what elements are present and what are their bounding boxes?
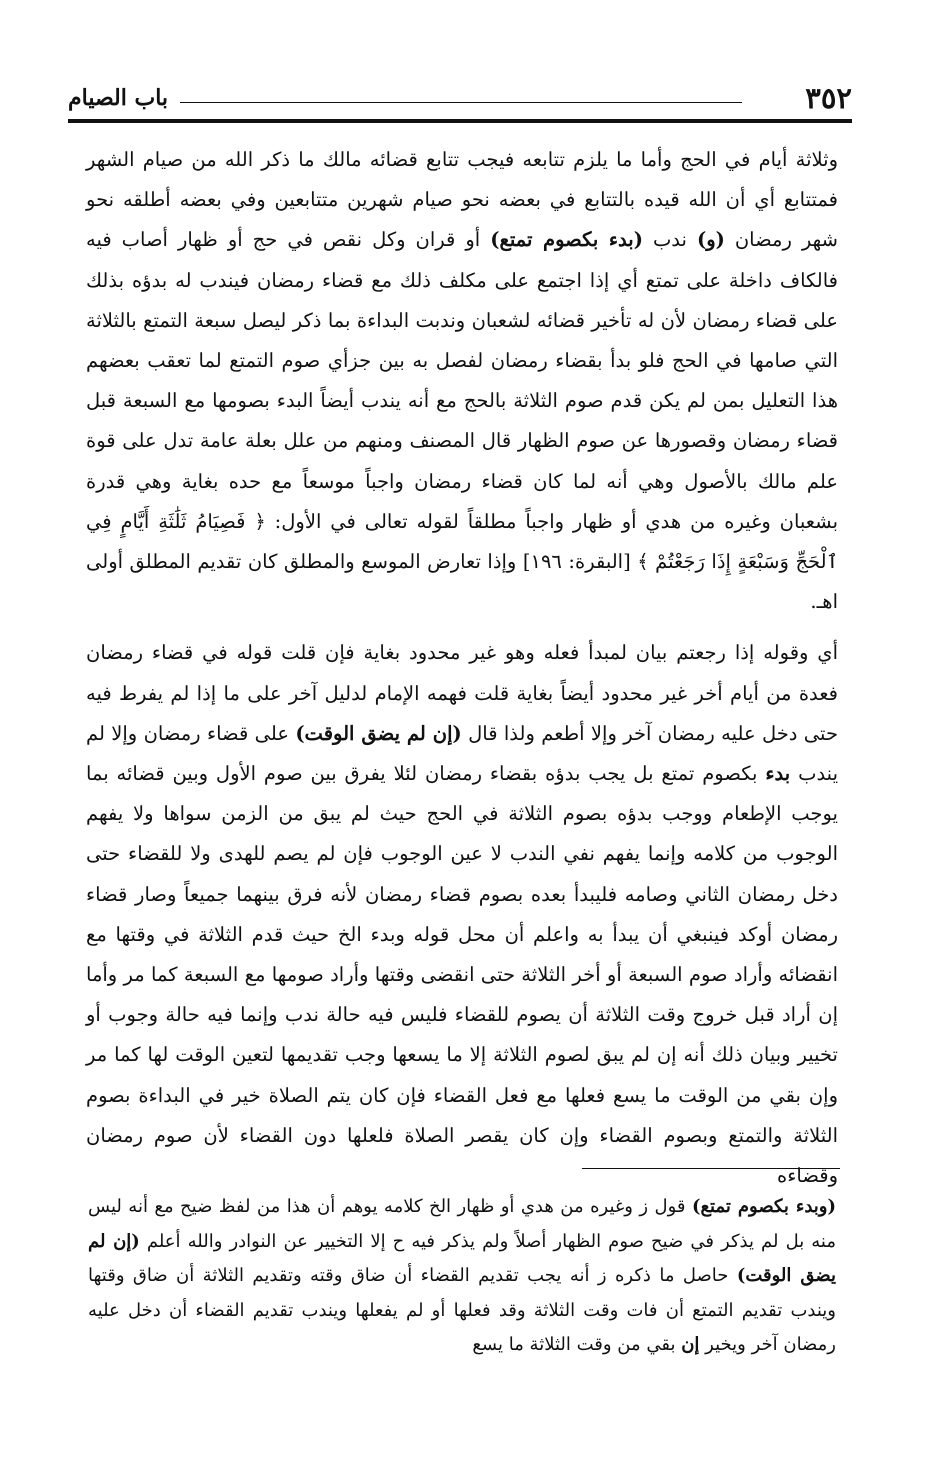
text-run: حاصل ما ذكره ز أنه يجب تقديم القضاء أن ضاق وقته وتقديم الثلاثة أن ضاق وقتها ويندب تقديم التمتع أن فات وقت الثلاثة وقد فعلها أو لم يفعلها ويندب تقديم القضاء أن دخل عليه رمضان آخر ويخير [88, 1265, 836, 1356]
bold-keyword: إن [681, 1334, 700, 1356]
header-thin-line [180, 102, 742, 103]
bold-matn-quote: (إن لم يضق الوقت) [88, 1230, 836, 1287]
footnote [88, 1190, 836, 1363]
bold-matn-quote: (بدء بكصوم تمتع) [490, 228, 643, 252]
text-run: أو قران وكل نقص في حج أو ظهار أصاب فيه فالكاف داخلة على تمتع أي إذا اجتمع على مكلف ذلك مع قضاء رمضان فيندب له بدؤه بذلك على قضاء رمضان لأن له تأخير قضائه لشعبان وندبت البداءة بما ذكر ليصل سبعة التمتع بالثلاثة التي صامها في الحج فلو بدأ بقضاء رمضان لفصل به بين جزأي صوم التمتع لما تعقب بعضهم هذا التعليل بمن لم يكن قدم صوم الثلاثة بالحج مع أنه يندب أيضاً البدء بصومها مع السبعة قبل قضاء رمضان وقصورها عن صوم الظهار قال المصنف ومنهم من علل بعلة عامة تدل على قوة علم مالك بالأصول وهي أنه لما كان قضاء رمضان واجباً موسعاً مع حده بغاية وهي قدرة بشعبان وغيره من هدي أو ظهار واجباً مطلقاً لقوله تعالى في الأول: [86, 228, 839, 533]
bold-matn-quote: (وبدء بكصوم تمتع) [691, 1196, 836, 1217]
running-header [68, 78, 852, 118]
main-paragraph-1 [86, 140, 838, 622]
main-paragraph-2 [86, 633, 838, 1196]
text-run: وإذا تعارض الموسع والمطلق كان تقديم المطلق أولى اهـ. [86, 550, 838, 614]
page-number: ٣٥٢ [805, 81, 852, 115]
text-run: على قضاء رمضان وإلا لم يندب [86, 721, 838, 786]
quran-reference: [البقرة: ١٩٦] [516, 550, 638, 574]
main-text [86, 140, 838, 1196]
text-run: بكصوم تمتع بل يجب بدؤه بقضاء رمضان لئلا يفرق بين صوم الأول وبين قضائه بما يوجب الإطعام ووجب بدؤه بصوم الثلاثة في الحج حيث لم يبق من الزمن سواها ولا يفهم الوجوب من كلامه وإنما يفهم نفي الندب لا عين الوجوب فإن لم يصم للهدى ولا للقضاء حتى دخل رمضان الثاني وصامه فليبدأ بعده بصوم قضاء رمضان لأنه فرق بينهما جميعاً وصار قضاء رمضان أوكد فينبغي أن يبدأ به واعلم أن محل قوله وبدء الخ حيث قدم الثلاثة في وقتها مع انقضائه وأراد صوم السبعة أو أخر الثلاثة حتى انقضى وقتها وأراد صومها مع السبعة كما مر وأما إن أراد قبل خروج وقت الثلاثة أن يصوم للقضاء فليس فيه حالة ندب وإنما فيه حالة وجوب أو تخيير وبيان ذلك أنه إن لم يبق لصوم الثلاثة إلا ما يسعها وجب تقديمها لتعين الوقت لها كما مر وإن بقي من الوقت ما يسع فعلها مع فعل القضاء فإن كان يتم الصلاة خير في البداءة بصوم الثلاثة والتمتع وبصوم القضاء وإن كان يقصر الصلاة فلعلها دون القضاء لأن صوم رمضان وقضاءه [86, 762, 838, 1188]
chapter-title: باب الصيام [68, 85, 169, 111]
text-run: أي وقوله إذا رجعتم بيان لمبدأ فعله وهو غير محدود بغاية فإن قلت قوله في قضاء رمضان فعدة من أيام أخر غير محدود أيضاً بغاية قلت فهمه الإمام لدليل آخر على ما إذا لم يفرط فيه حتى دخل عليه رمضان آخر وإلا أطعم ولذا قال [86, 641, 838, 745]
text-run: وثلاثة أيام في الحج وأما ما يلزم تتابعه فيجب تتابع قضائه مالك ما ذكر الله من صيام الشهر فمتتابع أي أن الله قيده بالتتابع في بعضه نحو صيام شهرين متتابعين وفي بعضه أطلقه نحو شهر رمضان [86, 148, 838, 252]
text-run: ندب [642, 228, 697, 252]
text-run: بقي من وقت الثلاثة ما يسع [472, 1334, 682, 1356]
bold-matn-quote: (إن لم يضق الوقت) [295, 721, 462, 745]
bold-keyword: بدء [765, 762, 791, 786]
footnote-paragraph [88, 1190, 836, 1363]
footnote-separator [582, 1168, 840, 1169]
text-run: قول ز وغيره من هدي أو ظهار الخ كلامه يوهم أن هذا من لفظ ضيح مع أنه ليس منه بل لم يذكر في ضيح صوم الظهار أصلاً ولم يذكر فيه ح إلا التخيير عن النوادر والله أعلم [88, 1196, 836, 1252]
header-rule [68, 119, 852, 123]
bold-keyword: (و) [696, 228, 725, 252]
quran-verse: ﴿ فَصِيَامُ ثَلَٰثَةِ أَيَّامٍ فِي ٱلْحَجِّ وَسَبْعَةٍ إِذَا رَجَعْتُمْ ﴾ [86, 509, 838, 574]
